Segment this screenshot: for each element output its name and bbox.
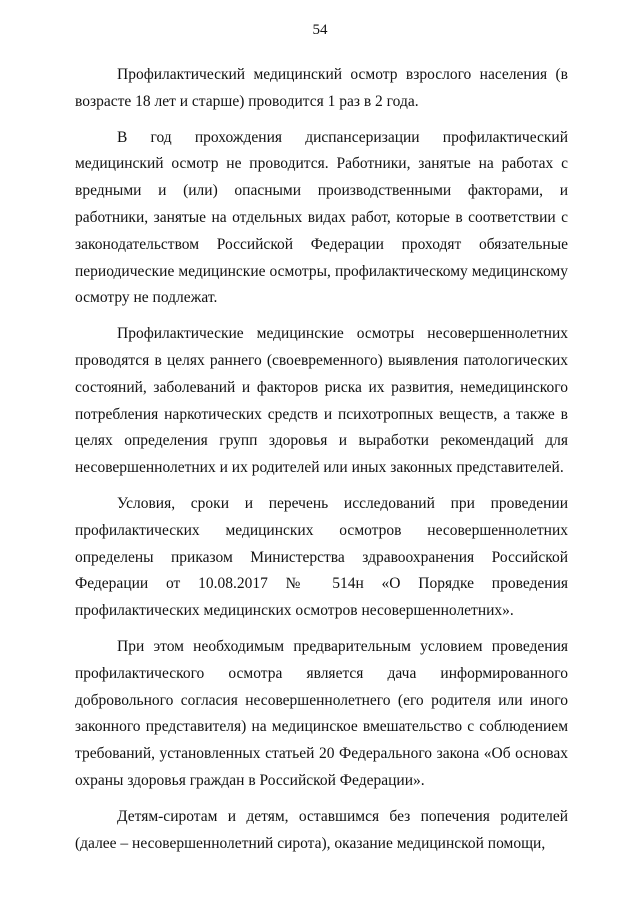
- paragraph-orphans: Детям-сиротам и детям, оставшимся без попечения родителей (далее – несовершеннолетний сирота), оказание медицинской помощи,: [75, 807, 568, 852]
- paragraph-adult-checkup-frequency: Профилактический медицинский осмотр взрослого населения (в возрасте 18 лет и старше) проводится 1 раз в 2 года.: [75, 66, 568, 110]
- document-body: [75, 62, 568, 857]
- paragraph-dispensarization-exemption: В год прохождения диспансеризации профилактический медицинский осмотр не проводится. Работники, занятые на работах с вредными и (или) опасными производственными факторами, и работники, занятые на отдельных видах работ, которые в соответствии с законодательством Российской Федерации проходят обязательные периодические медицинские осмотры, профилактическому медицинскому осмотру не подлежат.: [75, 128, 568, 307]
- paragraph-informed-consent: При этом необходимым предварительным условием проведения профилактического осмотра является дача информированного добровольного согласия несовершеннолетнего (его родителя или иного законного представителя) на медицинское вмешательство с соблюдением требований, установленных статьей 20 Федерального закона «Об основах охраны здоровья граждан в Российской Федерации».: [75, 637, 568, 789]
- paragraph-minors-checkup-purpose: Профилактические медицинские осмотры несовершеннолетних проводятся в целях раннего (своевременного) выявления патологических состояний, заболеваний и факторов риска их развития, немедицинского потребления наркотических средств и психотропных веществ, а также в целях определения групп здоровья и выработки рекомендаций для несовершеннолетних и их родителей или иных законных представителей.: [75, 325, 568, 477]
- page-number: 54: [312, 22, 328, 38]
- paragraph-minors-checkup-order: Условия, сроки и перечень исследований при проведении профилактических медицинских осмотров несовершеннолетних определены приказом Министерства здравоохранения Российской Федерации от 10.08.2017 № 514н «О Порядке проведения профилактических медицинских осмотров несовершеннолетних».: [75, 494, 568, 620]
